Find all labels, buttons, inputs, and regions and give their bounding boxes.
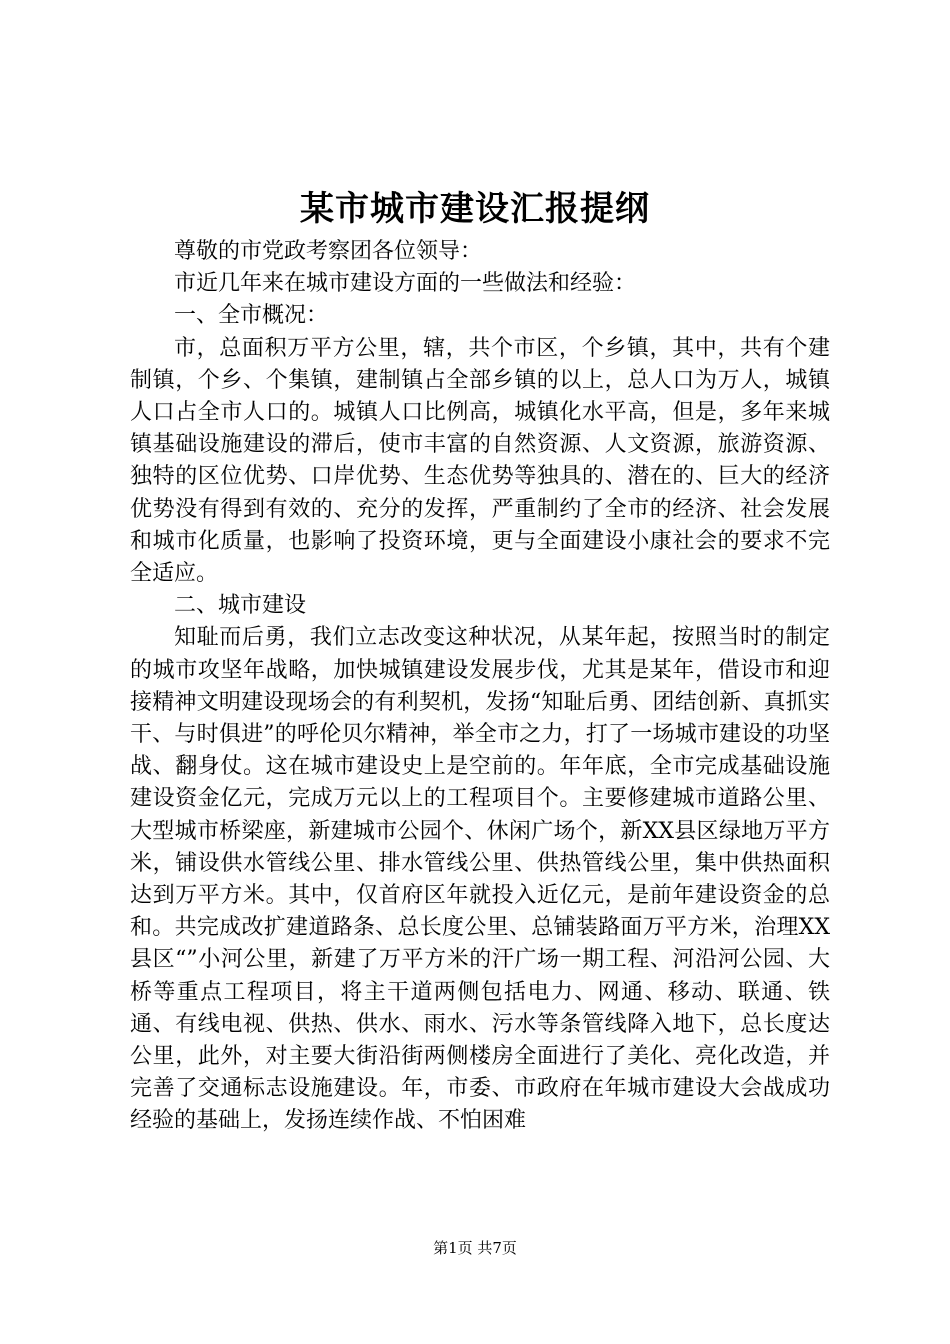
intro-paragraph: 市近几年来在城市建设方面的一些做法和经验： (174, 271, 637, 297)
overview-paragraph: 市，总面积万平方公里，辖，共个市区，个乡镇，其中，共有个建制镇，个乡、个集镇，建制镇占全部乡镇的以上，总人口为万人，城镇人口占全市人口的。城镇人口比例高，城镇化水平高，但是，多年来城镇基础设施建设的滞后，使市丰富的自然资源、人文资源，旅游资源、独特的区位优势、口岸优势、生态优势等独具的、潜在的、巨大的经济优势没有得到有效的、充分的发挥，严重制约了全市的经济、社会发展和城市化质量，也影响了投资环境，更与全面建设小康社会的要求不完全适应。 (130, 335, 830, 587)
section-heading-overview: 一、全市概况： (174, 303, 329, 329)
page-number-footer: 第1页 共7页 (433, 1239, 517, 1257)
document-body (130, 236, 830, 1138)
section-heading-construction: 二、城市建设 (174, 593, 307, 619)
salutation-paragraph: 尊敬的市党政考察团各位领导： (174, 239, 483, 264)
document-title: 某市城市建设汇报提纲 (300, 189, 650, 229)
construction-paragraph: 知耻而后勇，我们立志改变这种状况，从某年起，按照当时的制定的城市攻坚年战略，加快城镇建设发展步伐，尤其是某年，借设市和迎接精神文明建设现场会的有利契机，发扬“知耻后勇、团结创新、真抓实干、与时俱进”的呼伦贝尔精神，举全市之力，打了一场城市建设的功坚战、翻身仗。这在城市建设史上是空前的。年年底，全市完成基础设施建设资金亿元，完成万元以上的工程项目个。主要修建城市道路公里、大型城市桥梁座，新建城市公园个、休闲广场个，新XX县区绿地万平方米，铺设供水管线公里、排水管线公里、供热管线公里，集中供热面积达到万平方米。其中，仅首府区年就投入近亿元，是前年建设资金的总和。共完成改扩建道路条、总长度公里、总铺装路面万平方米，治理XX县区“”小河公里，新建了万平方米的汗广场一期工程、河沿河公园、大桥等重点工程项目，将主干道两侧包括电力、网通、移动、联通、铁通、有线电视、供热、供水、雨水、污水等条管线降入地下，总长度达公里，此外，对主要大街沿街两侧楼房全面进行了美化、亮化改造，并完善了交通标志设施建设。年，市委、市政府在年城市建设大会战成功经验的基础上，发扬连续作战、不怕困难 (130, 625, 830, 1134)
